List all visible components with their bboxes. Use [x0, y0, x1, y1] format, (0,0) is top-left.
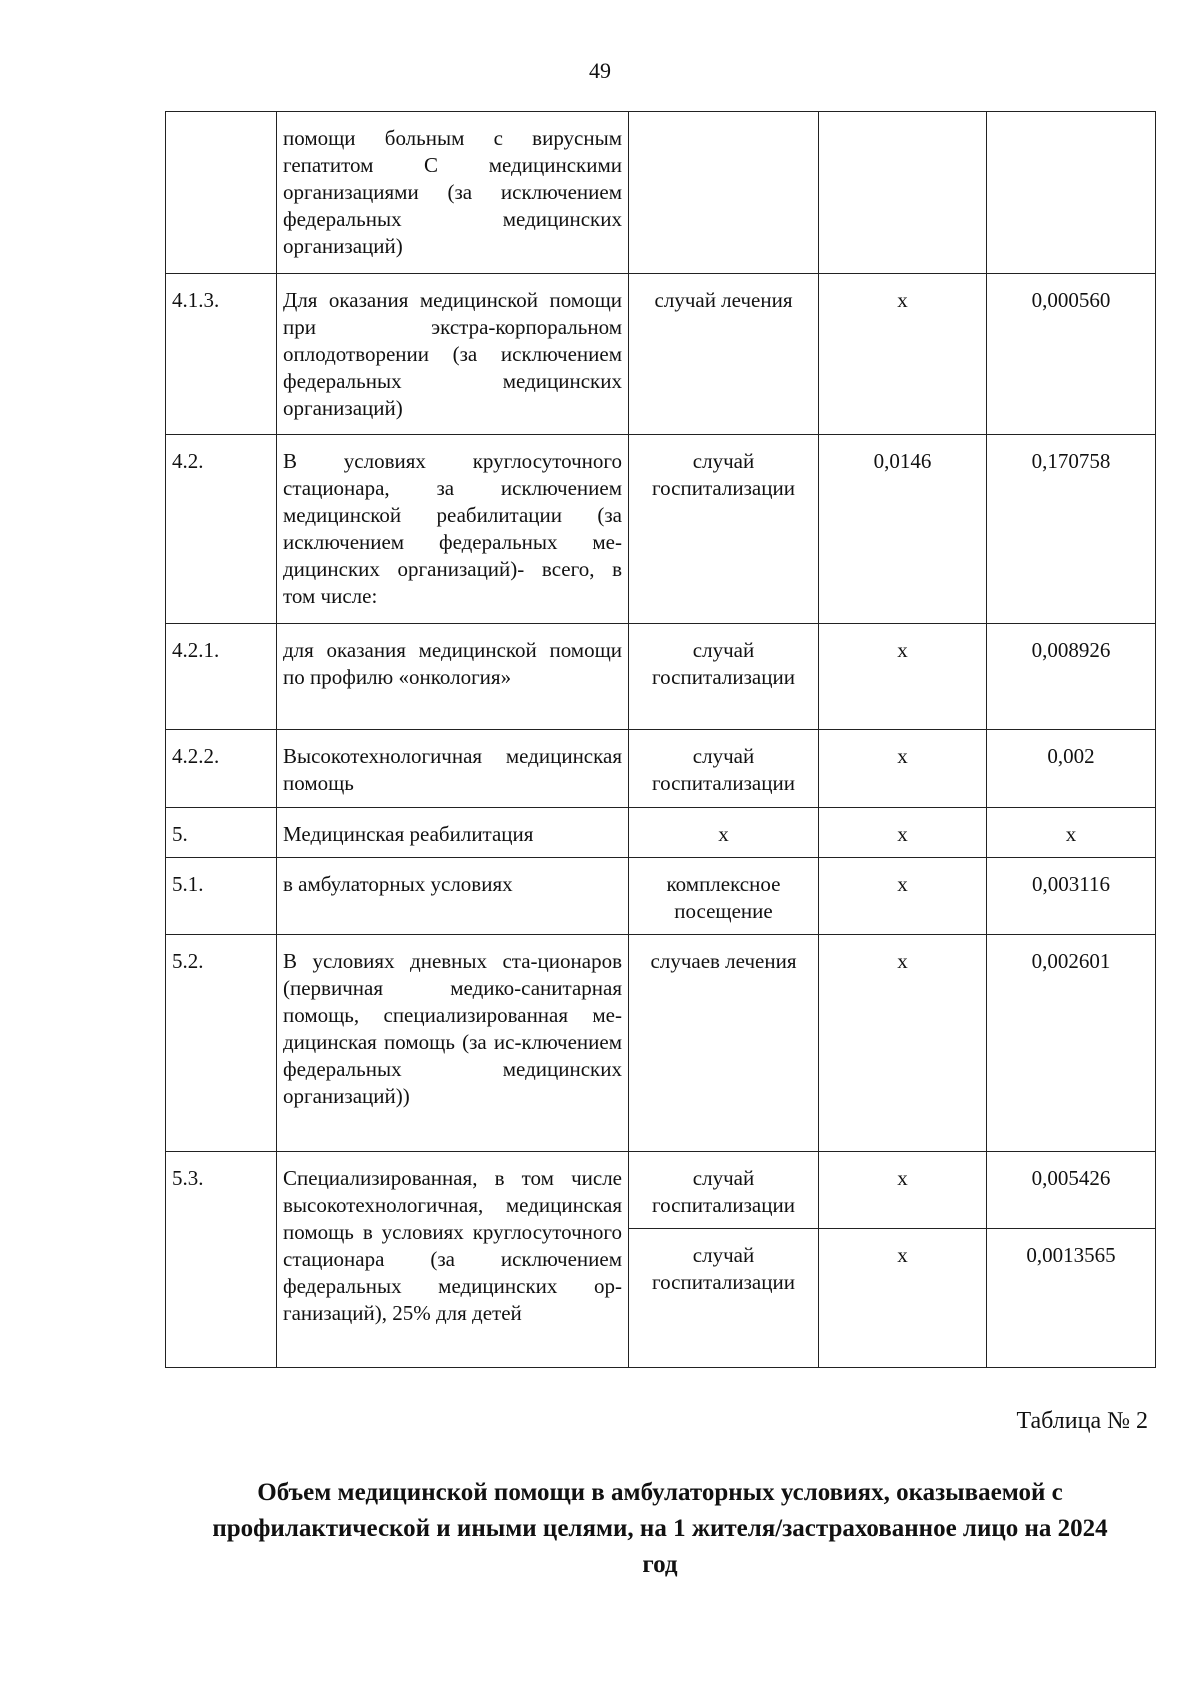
row-value-1: х: [819, 808, 987, 858]
table-row: [166, 274, 1156, 435]
row-description: Специализированная, в том числе высокотехнологичная, медицинская помощь в условиях круглосуточного стационара (за исключением федеральных медицинских ор-ганизаций), 25% для детей: [277, 1152, 629, 1368]
row-number: 5.1.: [166, 858, 277, 935]
row-value-1: [819, 112, 987, 274]
row-description: для оказания медицинской помощи по профилю «онкология»: [277, 624, 629, 730]
volume-table: [165, 111, 1156, 1368]
table-row: [166, 808, 1156, 858]
row-number: 4.2.2.: [166, 730, 277, 808]
row-value-2: 0,003116: [987, 858, 1156, 935]
row-description: в амбулаторных условиях: [277, 858, 629, 935]
table-row: [166, 1152, 1156, 1229]
row-value-2: 0,000560: [987, 274, 1156, 435]
row-unit: комплексное посещение: [629, 858, 819, 935]
table-row: [166, 624, 1156, 730]
page-number: 49: [589, 58, 611, 83]
row-unit: [629, 112, 819, 274]
row-value-2: х: [987, 808, 1156, 858]
table-row: [166, 730, 1156, 808]
row-value-2: 0,008926: [987, 624, 1156, 730]
row-unit: случай лечения: [629, 274, 819, 435]
row-value-1: х: [819, 730, 987, 808]
row-description: Высокотехнологичная медицинская помощь: [277, 730, 629, 808]
row-unit: случаев лечения: [629, 935, 819, 1152]
row-unit: х: [629, 808, 819, 858]
row-value-2: 0,002: [987, 730, 1156, 808]
row-number: 5.: [166, 808, 277, 858]
row-value-2: 0,002601: [987, 935, 1156, 1152]
row-value-1: х: [819, 274, 987, 435]
row-number: 4.2.: [166, 435, 277, 624]
table-row: [166, 935, 1156, 1152]
row-value-1: х: [819, 624, 987, 730]
table-row: [166, 112, 1156, 274]
row-description: В условиях круглосуточного стационара, за исключением медицинской реабилитации (за исключением федеральных ме-дицинских организаций)- всего, в том числе:: [277, 435, 629, 624]
row-unit: случай госпитализации: [629, 730, 819, 808]
row-number: [166, 112, 277, 274]
row-description: Медицинская реабилитация: [277, 808, 629, 858]
table-row: [166, 858, 1156, 935]
table-label: Таблица № 2: [1016, 1408, 1148, 1434]
row-value-1: х: [819, 935, 987, 1152]
row-unit: случай госпитализации: [629, 1229, 819, 1368]
table-row: [166, 435, 1156, 624]
row-value-2: [987, 112, 1156, 274]
row-value-2: 0,170758: [987, 435, 1156, 624]
row-description: В условиях дневных ста-ционаров (первичная медико-санитарная помощь, специализированная ме-дицинская помощь (за ис-ключением федеральных медицинских организаций)): [277, 935, 629, 1152]
row-unit: случай госпитализации: [629, 435, 819, 624]
row-value-2: 0,0013565: [987, 1229, 1156, 1368]
section-title: Объем медицинской помощи в амбулаторных условиях, оказываемой с профилактической и иными целями, на 1 жителя/застрахованное лицо на 2024 год: [212, 1479, 1108, 1578]
row-unit: случай госпитализации: [629, 624, 819, 730]
row-value-1: х: [819, 1229, 987, 1368]
row-number: 4.1.3.: [166, 274, 277, 435]
row-number: 4.2.1.: [166, 624, 277, 730]
row-value-1: х: [819, 858, 987, 935]
row-value-1: 0,0146: [819, 435, 987, 624]
row-description: помощи больным с вирусным гепатитом С медицинскими организациями (за исключением федеральных медицинских организаций): [277, 112, 629, 274]
row-description: Для оказания медицинской помощи при экстра-корпоральном оплодотворении (за исключением федеральных медицинских организаций): [277, 274, 629, 435]
row-number: 5.2.: [166, 935, 277, 1152]
row-value-1: х: [819, 1152, 987, 1229]
row-unit: случай госпитализации: [629, 1152, 819, 1229]
row-number: 5.3.: [166, 1152, 277, 1368]
row-value-2: 0,005426: [987, 1152, 1156, 1229]
